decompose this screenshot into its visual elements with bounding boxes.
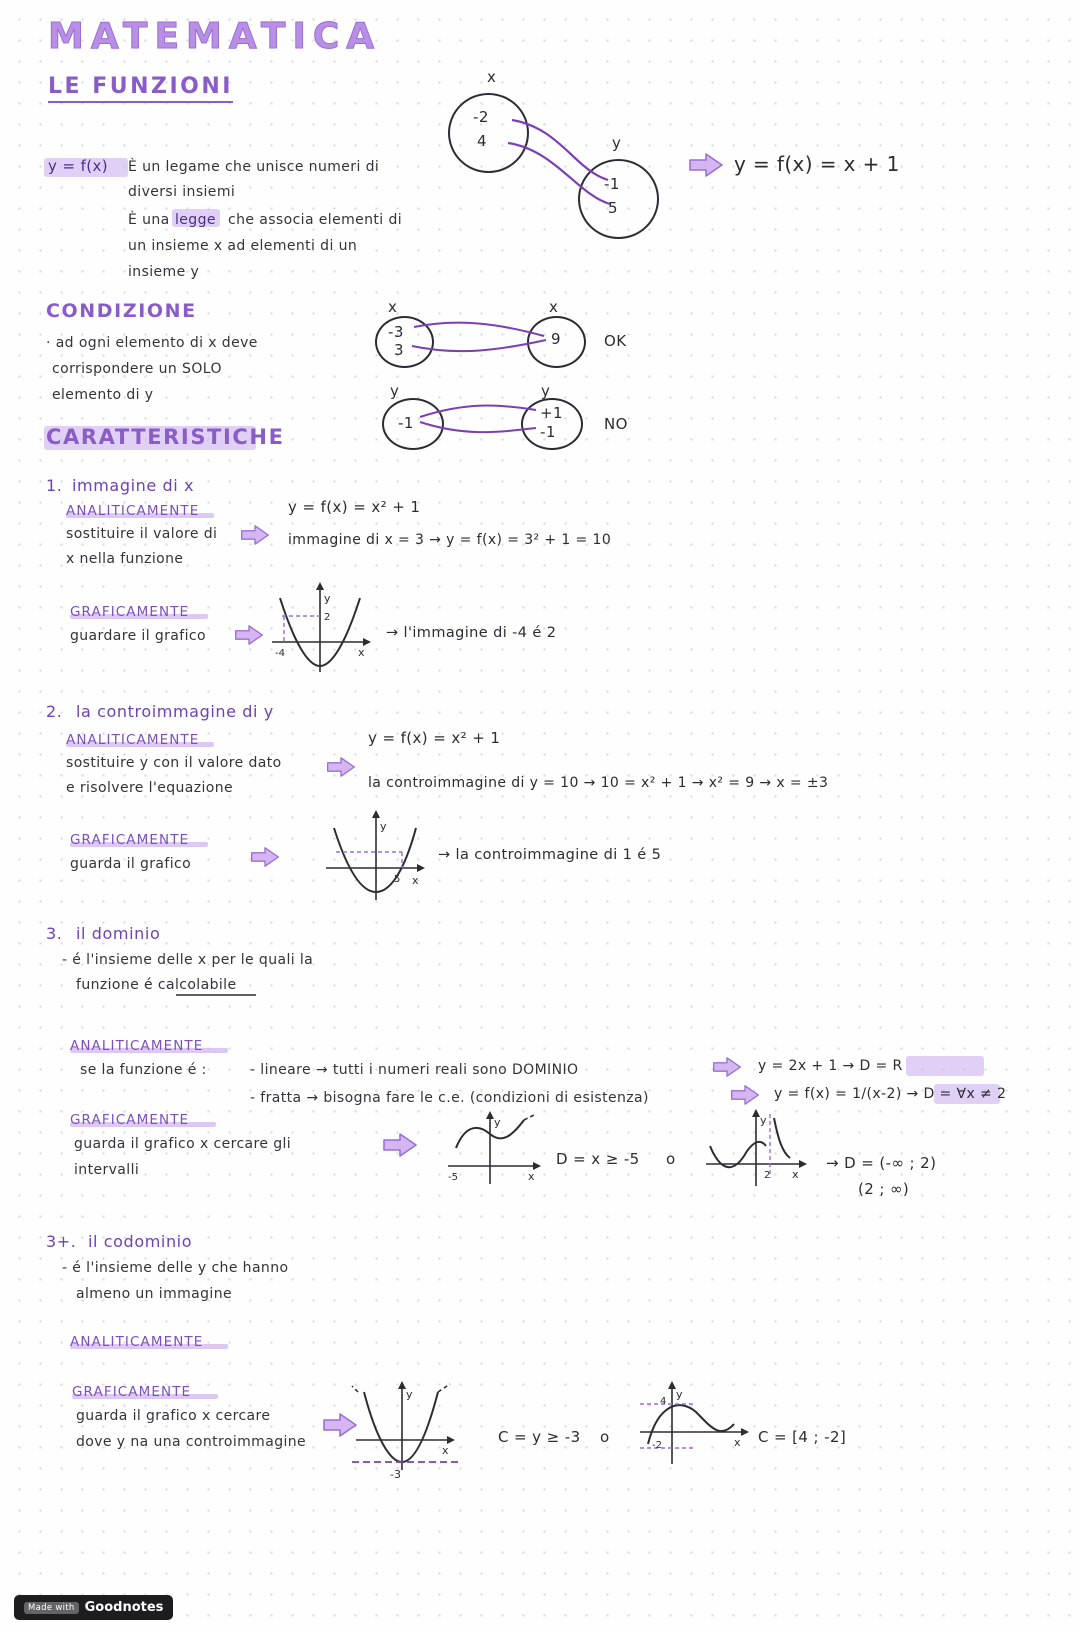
intro-set-y-label: y <box>612 134 622 152</box>
cond-no-mapping-lines <box>0 0 1080 470</box>
svg-text:5: 5 <box>394 874 401 885</box>
item-1-grafic-arrow-icon <box>234 624 264 646</box>
svg-text:-5: -5 <box>448 1172 458 1183</box>
cond-ok-left-value-1: 3 <box>394 341 404 359</box>
item-2-title: la controimmagine di y <box>76 702 274 721</box>
intro-line-1: È un legame che unisce numeri di <box>128 159 380 175</box>
item-2-grafic-result: → la controimmagine di 1 é 5 <box>438 847 662 863</box>
svg-text:4: 4 <box>660 1396 667 1407</box>
item-2-analitic-text-1: sostituire y con il valore dato <box>66 755 282 771</box>
cond-no-verdict: NO <box>604 415 628 433</box>
item-3-case-1-arrow-icon <box>712 1056 742 1078</box>
item-2-analitic-arrow-icon <box>326 756 356 778</box>
svg-text:-2: -2 <box>652 1440 662 1451</box>
cond-ok-right-label: x <box>549 298 559 316</box>
item-2-analitic-text-2: e risolvere l'equazione <box>66 780 234 796</box>
item-3-result-right-2: (2 ; ∞) <box>858 1180 910 1198</box>
item-2-grafic-text: guarda il grafico <box>70 856 192 872</box>
svg-text:y: y <box>760 1114 767 1127</box>
item-3-number: 3. <box>46 924 63 943</box>
item-3-title: il dominio <box>76 924 161 943</box>
condizione-line-1: · ad ogni elemento di x deve <box>46 335 258 351</box>
item-2-grafic-label: GRAFICAMENTE <box>70 832 190 848</box>
cond-no-left-label: y <box>390 382 400 400</box>
intro-result-formula: y = f(x) = x + 1 <box>734 152 900 176</box>
intro-line-5: insieme y <box>128 264 200 280</box>
cond-no-left-value-0: -1 <box>398 414 414 432</box>
item-3-analitic-intro: se la funzione é : <box>80 1062 207 1078</box>
item-3-case-1-result-highlight <box>906 1056 984 1076</box>
item-1-formula: y = f(x) = x² + 1 <box>288 498 421 516</box>
page-title: MATEMATICA <box>48 16 382 57</box>
intro-line-2: diversi insiemi <box>128 184 236 200</box>
item-3-or: o <box>666 1150 676 1168</box>
cond-ok-left-label: x <box>388 298 398 316</box>
item-1-grafic-text: guardare il grafico <box>70 628 206 644</box>
item-3-grafic-arrow-icon <box>382 1132 418 1158</box>
cond-ok-right-value-0: 9 <box>551 330 561 348</box>
item-3-grafic-label: GRAFICAMENTE <box>70 1112 190 1128</box>
item-1-analitic-text-1: sostituire il valore di <box>66 526 218 542</box>
item-3-case-2-result: y = f(x) = 1/(x-2) → D = ∀x ≠ 2 <box>774 1086 1007 1102</box>
item-4-def-2: almeno un immagine <box>76 1286 233 1302</box>
svg-text:2: 2 <box>764 1170 771 1181</box>
item-1-number: 1. <box>46 476 63 495</box>
svg-text:x: x <box>442 1444 449 1457</box>
item-2-number: 2. <box>46 702 63 721</box>
item-2-grafic-arrow-icon <box>250 846 280 868</box>
cond-no-right-value-0: +1 <box>540 404 563 422</box>
item-1-example: immagine di x = 3 → y = f(x) = 3² + 1 = 10 <box>288 532 612 548</box>
item-1-analitic-arrow-icon <box>240 524 270 546</box>
intro-line-3a: È una <box>128 212 170 228</box>
item-3-grafic-text-2: intervalli <box>74 1162 140 1178</box>
item-3-def-1: - é l'insieme delle x per le quali la <box>62 952 314 968</box>
intro-set-x-value-0: -2 <box>473 108 489 126</box>
item-3-case-2-arrow-icon <box>730 1084 760 1106</box>
item-1-title: immagine di x <box>72 476 195 495</box>
item-4-def-1: - é l'insieme delle y che hanno <box>62 1260 289 1276</box>
item-1-analitic-label: ANALITICAMENTE <box>66 503 200 519</box>
item-4-title: il codominio <box>88 1232 193 1251</box>
svg-text:-4: -4 <box>275 648 285 659</box>
goodnotes-badge <box>14 1595 173 1620</box>
svg-text:-3: -3 <box>390 1468 401 1481</box>
goodnotes-app-name: Goodnotes <box>84 1600 164 1615</box>
intro-line-3-highlight: legge <box>175 212 216 228</box>
svg-text:y: y <box>676 1388 683 1401</box>
item-3-case-1: - lineare → tutti i numeri reali sono DOMINIO <box>250 1062 579 1078</box>
item-4-result-left: C = y ≥ -3 <box>498 1428 581 1446</box>
item-1-grafic-label: GRAFICAMENTE <box>70 604 190 620</box>
item-2-analitic-label: ANALITICAMENTE <box>66 732 200 748</box>
intro-line-3b: che associa elementi di <box>228 212 403 228</box>
condizione-line-3: elemento di y <box>52 387 154 403</box>
item-3-analitic-label: ANALITICAMENTE <box>70 1038 204 1054</box>
item-4-result-right: C = [4 ; -2] <box>758 1428 847 1446</box>
item-3-grafic-text-1: guarda il grafico x cercare gli <box>74 1136 292 1152</box>
svg-text:x: x <box>734 1436 741 1449</box>
item-2-example: la controimmagine di y = 10 → 10 = x² + 1 → x² = 9 → x = ±3 <box>368 775 829 791</box>
intro-set-x-label: x <box>487 68 497 86</box>
svg-text:x: x <box>412 874 419 887</box>
svg-text:2: 2 <box>324 612 331 623</box>
item-3-case-1-result: y = 2x + 1 → D = R <box>758 1058 903 1074</box>
item-4-analitic-label: ANALITICAMENTE <box>70 1334 204 1350</box>
item-4-grafic-text-2: dove y na una controimmagine <box>76 1434 307 1450</box>
item-3-result-left: D = x ≥ -5 <box>556 1150 640 1168</box>
svg-text:x: x <box>528 1170 535 1183</box>
definition-tag: y = f(x) <box>48 157 109 175</box>
cond-ok-left-value-0: -3 <box>388 323 404 341</box>
item-3-def-2: funzione é calcolabile <box>76 977 237 993</box>
svg-text:y: y <box>494 1116 501 1129</box>
svg-text:x: x <box>792 1168 799 1181</box>
item-4-graph-left <box>350 1378 490 1488</box>
cond-ok-verdict: OK <box>604 332 627 350</box>
item-3-case-2: - fratta → bisogna fare le c.e. (condizioni di esistenza) <box>250 1090 649 1106</box>
item-4-graph-right <box>636 1378 776 1478</box>
item-1-grafic-result: → l'immagine di -4 é 2 <box>386 625 557 641</box>
intro-line-4: un insieme x ad elementi di un <box>128 238 358 254</box>
section-condizione-title: CONDIZIONE <box>46 300 197 322</box>
svg-text:y: y <box>380 820 387 833</box>
goodnotes-made-with-label: Made with <box>24 1602 79 1614</box>
item-4-grafic-label: GRAFICAMENTE <box>72 1384 192 1400</box>
intro-set-y-value-0: -1 <box>604 175 620 193</box>
item-4-or: o <box>600 1428 610 1446</box>
intro-set-x-value-1: 4 <box>477 132 487 150</box>
item-2-formula: y = f(x) = x² + 1 <box>368 729 501 747</box>
calcolabile-underline <box>176 992 266 1000</box>
item-1-analitic-text-2: x nella funzione <box>66 551 184 567</box>
cond-no-right-label: y <box>541 382 551 400</box>
svg-text:x: x <box>358 646 365 659</box>
section-caratteristiche-title: CARATTERISTICHE <box>46 425 285 449</box>
item-3-graph-left <box>442 1108 572 1198</box>
item-4-number: 3+. <box>46 1232 77 1251</box>
svg-text:y: y <box>324 592 331 605</box>
cond-no-right-value-1: -1 <box>540 423 556 441</box>
item-3-result-right-1: → D = (-∞ ; 2) <box>826 1154 937 1172</box>
page-subtitle-text: LE FUNZIONI <box>48 74 233 103</box>
item-4-grafic-text-1: guarda il grafico x cercare <box>76 1408 271 1424</box>
condizione-line-2: corrispondere un SOLO <box>52 361 222 377</box>
intro-set-y-value-1: 5 <box>608 199 618 217</box>
svg-text:y: y <box>406 1388 413 1401</box>
item-3-graph-right <box>700 1108 840 1198</box>
